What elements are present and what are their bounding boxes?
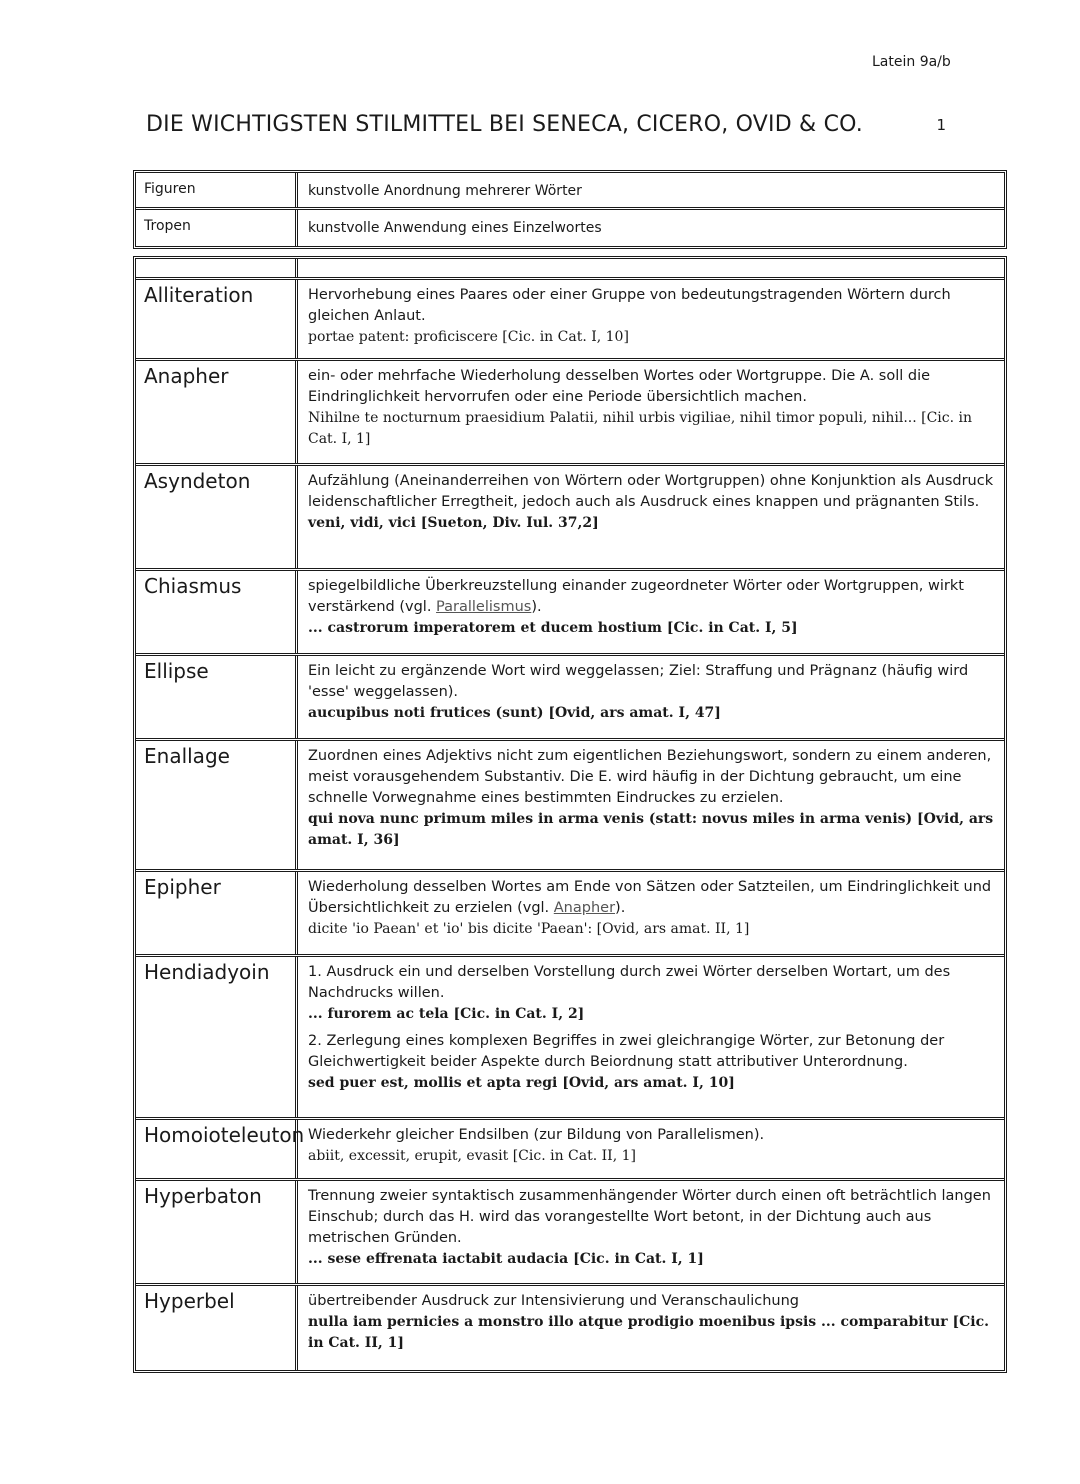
example-text: portae patent: proficiscere [Cic. in Cat. I, 10] — [308, 329, 629, 345]
definition-text: übertreibender Ausdruck zur Intensivierung und Veranschaulichung — [308, 1293, 800, 1309]
term-cell: Hyperbaton — [136, 1181, 298, 1283]
table-row — [136, 1117, 1004, 1178]
example-text: qui nova nunc primum miles in arma venis (statt: novus miles in arma venis) [Ovid, ars amat. I, 36] — [308, 811, 994, 848]
table-row — [136, 1283, 1004, 1370]
example-text: ... castrorum imperatorem et ducem hostium [Cic. in Cat. I, 5] — [308, 620, 798, 636]
table-row — [136, 277, 1004, 358]
table-row — [136, 738, 1004, 869]
definition-text: Wiederholung desselben Wortes am Ende von Sätzen oder Satzteilen, um Eindringlichkeit und Übersichtlichkeit zu erzielen (vgl. Anapher). — [308, 879, 992, 916]
example-text: Nihilne te nocturnum praesidium Palatii, nihil urbis vigiliae, nihil timor populi, nihil... [Cic. in Cat. I, 1] — [308, 410, 973, 447]
title-line — [146, 112, 946, 137]
example-text-2: sed puer est, mollis et apta regi [Ovid, ars amat. I, 10] — [308, 1075, 735, 1091]
table-row — [136, 463, 1004, 568]
definition-cell — [298, 872, 1004, 954]
definition-cell — [298, 656, 1004, 738]
definition-cell — [298, 280, 1004, 358]
definition-cell — [298, 1286, 1004, 1370]
definition-text: Hervorhebung eines Paares oder einer Gruppe von bedeutungstragenden Wörtern durch gleichen Anlaut. — [308, 287, 951, 324]
example-text: abiit, excessit, erupit, evasit [Cic. in Cat. II, 1] — [308, 1148, 636, 1164]
intro-row — [136, 207, 1004, 246]
definition-text-2: 2. Zerlegung eines komplexen Begriffes in zwei gleichrangige Wörter, zur Betonung der Gleichwertigkeit beider Aspekte durch Beiordnung statt attributiver Unterordnung. — [308, 1033, 945, 1070]
intro-definition: kunstvolle Anordnung mehrerer Wörter — [308, 183, 582, 199]
definition-text: Trennung zweier syntaktisch zusammenhängender Wörter durch einen oft beträchtlich langen Einschub; durch das H. wird das vorangestellte Wort betont, in der Dichtung auch aus metrischen Gründen. — [308, 1188, 991, 1246]
table-row — [136, 653, 1004, 738]
example-text: nulla iam pernicies a monstro illo atque prodigio moenibus ipsis ... comparabitur [Cic. in Cat. II, 1] — [308, 1314, 989, 1351]
term-cell: Hendiadyoin — [136, 957, 298, 1117]
intro-term: Tropen — [136, 210, 298, 246]
term-cell: Chiasmus — [136, 571, 298, 653]
table-row — [136, 869, 1004, 954]
term-cell: Hyperbel — [136, 1286, 298, 1370]
intro-term: Figuren — [136, 173, 298, 207]
definition-cell — [298, 571, 1004, 653]
term-cell: Epipher — [136, 872, 298, 954]
intro-row — [136, 173, 1004, 207]
cross-reference-link[interactable]: Parallelismus — [436, 599, 532, 615]
example-text: aucupibus noti frutices (sunt) [Ovid, ars amat. I, 47] — [308, 705, 721, 721]
definition-text: Zuordnen eines Adjektivs nicht zum eigentlichen Beziehungswort, sondern zu einem anderen, meist vorausgehendem Substantiv. Die E. wird häufig in der Dichtung gebraucht, um eine schnelle Vorwegnahme eines bestimmten Eindruckes zu erzielen. — [308, 748, 992, 806]
term-cell: Alliteration — [136, 280, 298, 358]
term-cell: Asyndeton — [136, 466, 298, 568]
header-spacer-row — [136, 259, 1004, 277]
page-number: 1 — [936, 116, 946, 134]
example-text: dicite 'io Paean' et 'io' bis dicite 'Paean': [Ovid, ars amat. II, 1] — [308, 921, 750, 937]
term-cell: Enallage — [136, 741, 298, 869]
definition-text: Aufzählung (Aneinanderreihen von Wörtern oder Wortgruppen) ohne Konjunktion als Ausdruck leidenschaftlicher Erregtheit, jedoch auch als Ausdruck eines knappen und prägnanten Stils. — [308, 473, 994, 510]
definition-text: ein- oder mehrfache Wiederholung desselben Wortes oder Wortgruppe. Die A. soll die Eindringlichkeit hervorrufen oder eine Periode übersichtlich machen. — [308, 368, 931, 405]
definition-text: 1. Ausdruck ein und derselben Vorstellung durch zwei Wörter derselben Wortart, um des Nachdrucks willen. — [308, 964, 951, 1001]
example-text: veni, vidi, vici [Sueton, Div. Iul. 37,2] — [308, 515, 599, 531]
cross-reference-link[interactable]: Anapher — [553, 900, 616, 916]
definition-cell — [298, 1120, 1004, 1178]
definition-text: spiegelbildliche Überkreuzstellung einander zugeordneter Wörter oder Wortgruppen, wirkt verstärkend (vgl. Parallelismus). — [308, 578, 964, 615]
page-title: DIE WICHTIGSTEN STILMITTEL BEI SENECA, CICERO, OVID & CO. — [146, 112, 863, 137]
definition-text: Wiederkehr gleicher Endsilben (zur Bildung von Parallelismen). — [308, 1127, 765, 1143]
example-text: ... sese effrenata iactabit audacia [Cic. in Cat. I, 1] — [308, 1251, 704, 1267]
course-label: Latein 9a/b — [872, 54, 951, 70]
table-row — [136, 954, 1004, 1117]
term-cell: Ellipse — [136, 656, 298, 738]
spacer-cell — [136, 259, 298, 277]
spacer-cell — [298, 259, 1004, 277]
definition-cell — [298, 361, 1004, 463]
table-row — [136, 1178, 1004, 1283]
definition-text: Ein leicht zu ergänzende Wort wird weggelassen; Ziel: Straffung und Prägnanz (häufig wird 'esse' weggelassen). — [308, 663, 969, 700]
definition-cell — [298, 466, 1004, 568]
definition-cell — [298, 741, 1004, 869]
definition-cell — [298, 1181, 1004, 1283]
example-text: ... furorem ac tela [Cic. in Cat. I, 2] — [308, 1006, 585, 1022]
term-cell: Anapher — [136, 361, 298, 463]
intro-definition: kunstvolle Anwendung eines Einzelwortes — [308, 220, 602, 236]
definition-cell — [298, 957, 1004, 1117]
intro-table — [133, 170, 1007, 249]
table-row — [136, 568, 1004, 653]
term-cell: Homoioteleuton — [136, 1120, 298, 1178]
table-row — [136, 358, 1004, 463]
stilmittel-table — [133, 256, 1007, 1373]
